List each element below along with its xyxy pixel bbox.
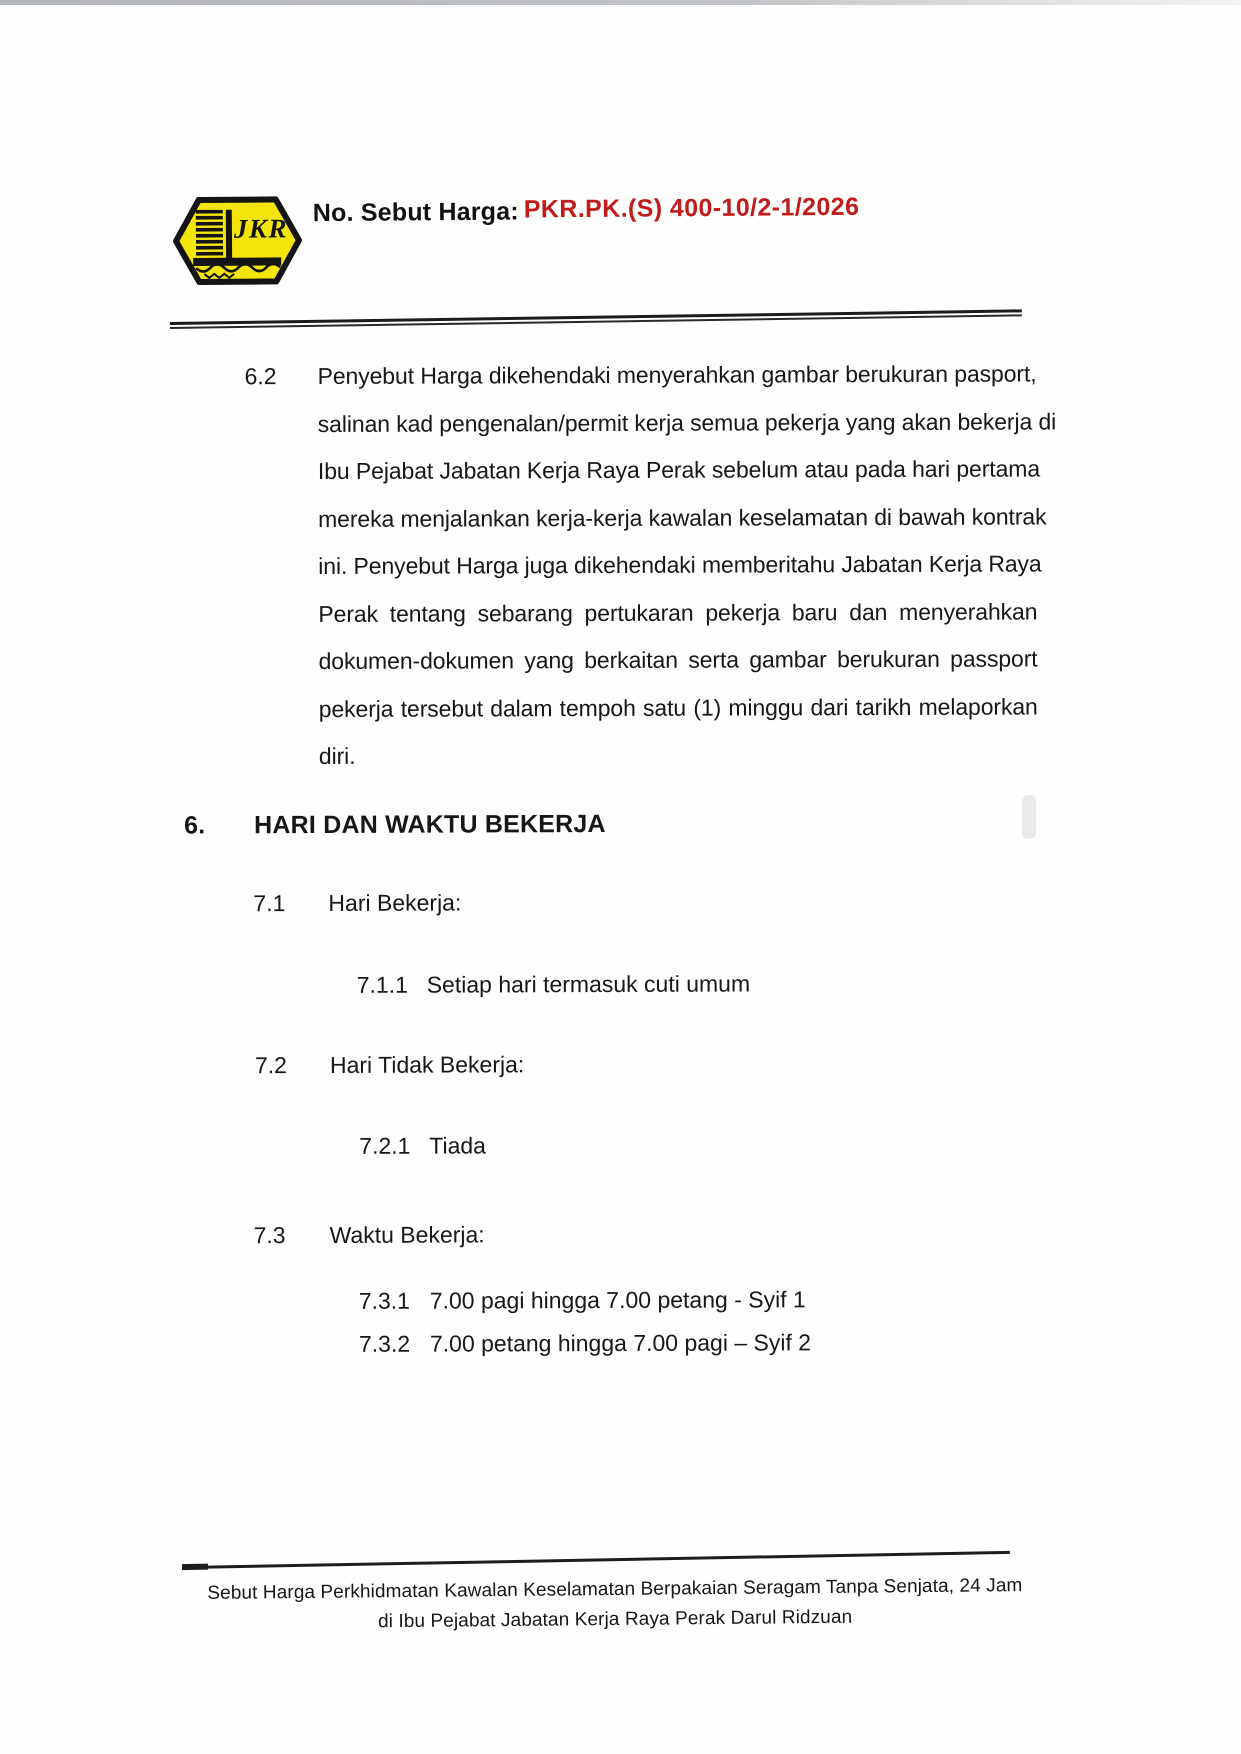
footer-divider-rule xyxy=(186,1551,1010,1569)
footer-line-1: Sebut Harga Perkhidmatan Kawalan Keselamatan Berpakaian Seragam Tanpa Senjata, 24 Jam xyxy=(207,1575,1023,1604)
jkr-logo-text: JKR xyxy=(233,213,289,244)
item-number: 7.3.1 xyxy=(358,1287,410,1314)
item-text: Waktu Bekerja: xyxy=(329,1221,485,1248)
clause-6-2-line: Ibu Pejabat Jabatan Kerja Raya Perak sebelum atau pada hari pertama xyxy=(317,455,1041,484)
item-number: 7.3 xyxy=(253,1222,286,1249)
item-number: 7.3.2 xyxy=(358,1330,411,1357)
section-6-title: HARI DAN WAKTU BEKERJA xyxy=(254,809,606,840)
item-number: 7.1.1 xyxy=(356,971,408,998)
scan-smudge xyxy=(1022,795,1036,839)
clause-6-2-line: Penyebut Harga dikehendaki menyerahkan gambar berukuran pasport, xyxy=(317,360,1037,389)
jkr-logo xyxy=(172,195,304,286)
section-6-number: 6. xyxy=(184,811,206,840)
scan-top-edge xyxy=(0,0,1241,5)
clause-6-2-line: mereka menjalankan kerja-kerja kawalan keselamatan di bawah kontrak xyxy=(318,502,1047,532)
page-footer xyxy=(170,1571,1061,1640)
clause-6-2 xyxy=(244,350,1057,769)
footer-line-2: di Ibu Pejabat Jabatan Kerja Raya Perak Darul Ridzuan xyxy=(377,1606,853,1633)
clause-6-2-line: ini. Penyebut Harga juga dikehendaki memberitahu Jabatan Kerja Raya xyxy=(318,550,1042,579)
item-text: 7.00 pagi hingga 7.00 petang - Syif 1 xyxy=(429,1286,806,1314)
header-divider-rule xyxy=(170,309,1022,331)
item-text: 7.00 petang hingga 7.00 pagi – Syif 2 xyxy=(429,1329,812,1357)
section-6-heading xyxy=(1,808,1241,840)
clause-6-2-line: diri. xyxy=(318,742,356,769)
clause-6-2-line: salinan kad pengenalan/permit kerja semua pekerja yang akan bekerja di xyxy=(317,407,1057,437)
clause-6-2-line: Perak tentang sebarang pertukaran pekerja baru dan menyerahkan xyxy=(318,597,1038,627)
clause-6-2-text xyxy=(317,350,1057,780)
item-text: Hari Tidak Bekerja: xyxy=(329,1051,525,1078)
item-text: Tiada xyxy=(429,1132,486,1159)
item-number: 7.2.1 xyxy=(359,1132,411,1159)
sebut-harga-number: PKR.PK.(S) 400-10/2-1/2026 xyxy=(523,192,860,224)
item-number: 7.1 xyxy=(253,890,286,917)
clause-6-2-line: dokumen-dokumen yang berkaitan serta gambar berukuran passport xyxy=(318,645,1038,674)
item-text: Setiap hari termasuk cuti umum xyxy=(426,970,751,998)
item-text: Hari Bekerja: xyxy=(328,889,462,916)
sebut-harga-label: No. Sebut Harga: xyxy=(312,197,519,228)
clause-6-2-line: pekerja tersebut dalam tempoh satu (1) minggu dari tarikh melaporkan xyxy=(318,692,1038,722)
clause-6-2-number: 6.2 xyxy=(244,363,277,390)
item-number: 7.2 xyxy=(254,1052,288,1079)
